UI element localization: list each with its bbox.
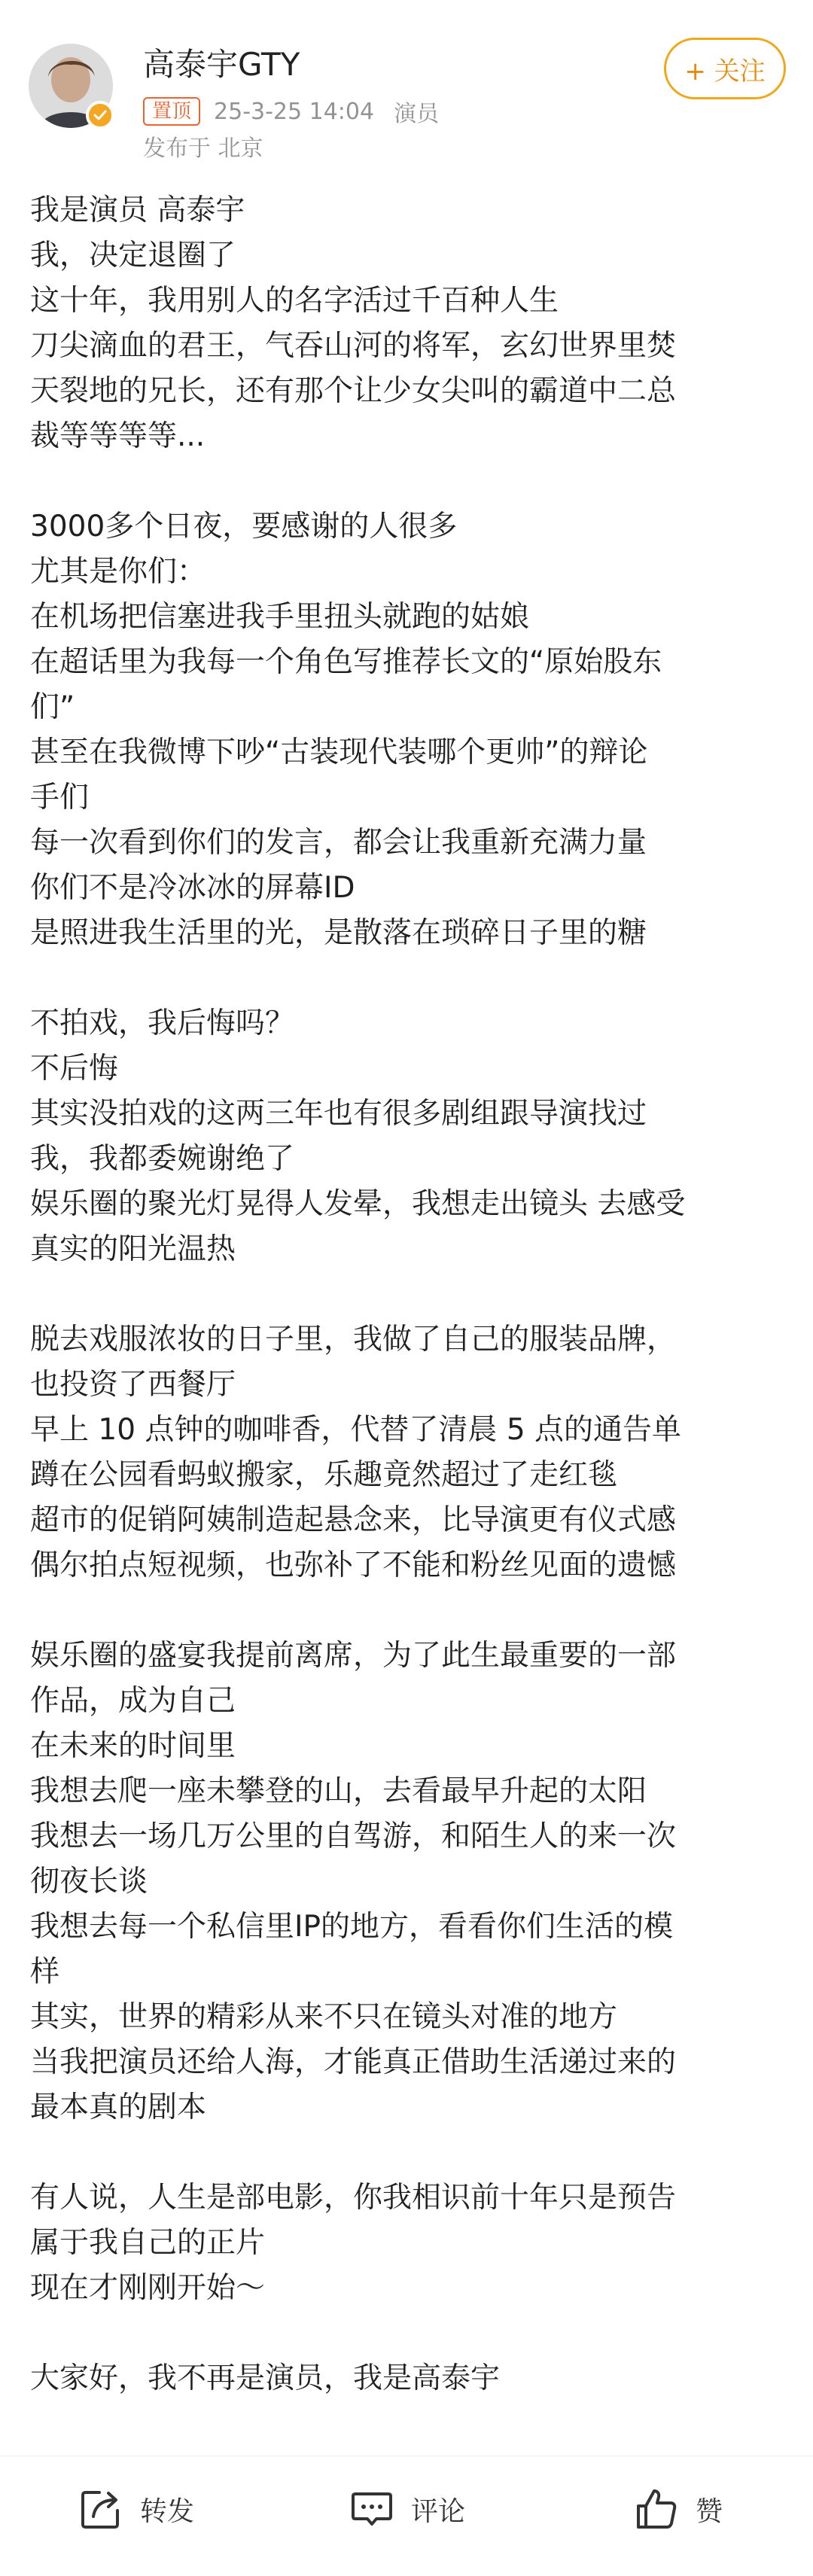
post-text-line: 在未来的时间里 [30, 1729, 236, 1763]
post-text-line: 真实的阳光温热 [30, 1232, 236, 1266]
post-text-line: 们” [30, 690, 75, 724]
post-text-line: 我是演员 高泰宇 [30, 193, 245, 227]
post-text-line: 在机场把信塞进我手里扭头就跑的姑娘 [30, 600, 530, 634]
like-button[interactable] [542, 2456, 813, 2562]
post-text-line: 娱乐圈的聚光灯晃得人发晕，我想走出镜头 去感受 [30, 1187, 686, 1221]
post-location: 发布于 北京 [143, 135, 263, 162]
post-text-line: 是照进我生活里的光，是散落在琐碎日子里的糖 [30, 916, 647, 950]
like-label: 赞 [695, 2495, 723, 2527]
post-text-line: 娱乐圈的盛宴我提前离席，为了此生最重要的一部 [30, 1639, 677, 1673]
user-role: 演员 [394, 101, 440, 127]
post-text-line: 属于我自己的正片 [30, 2226, 266, 2260]
pinned-badge: 置顶 [143, 97, 200, 126]
post-text-line: 有人说，人生是部电影，你我相识前十年只是预告 [30, 2181, 677, 2215]
post-text-line: 不后悔 [30, 1052, 119, 1086]
post-text-line: 在超话里为我每一个角色写推荐长文的“原始股东 [30, 645, 662, 679]
post-meta [143, 95, 458, 128]
repost-icon [77, 2485, 125, 2533]
post-text-line: 我想去爬一座未攀登的山，去看最早升起的太阳 [30, 1774, 647, 1808]
post-text-line: 作品，成为自己 [30, 1684, 236, 1718]
comment-button[interactable] [271, 2456, 542, 2562]
post-timestamp: 25-3-25 14:04 [214, 98, 375, 125]
action-bar [0, 2456, 813, 2576]
post-text-line: 不拍戏，我后悔吗？ [30, 1006, 295, 1040]
post-text-line: 天裂地的兄长，还有那个让少女尖叫的霸道中二总 [30, 374, 677, 408]
blank-line [30, 2130, 783, 2176]
post-text-line: 现在才刚刚开始～ [30, 2271, 266, 2305]
blank-line [30, 1588, 783, 1634]
repost-label: 转发 [139, 2495, 194, 2527]
comment-label: 评论 [410, 2495, 465, 2527]
post-text-line: 每一次看到你们的发言，都会让我重新充满力量 [30, 826, 647, 860]
post-text-line: 彻夜长谈 [30, 1865, 148, 1899]
post-text-line: 蹲在公园看蚂蚁搬家，乐趣竟然超过了走红毯 [30, 1458, 618, 1492]
post-text-line: 当我把演员还给人海，才能真正借助生活递过来的 [30, 2045, 677, 2079]
post-text-line: 我想去每一个私信里IP的地方，看看你们生活的模 [30, 1910, 674, 1944]
post-text-line: 偶尔拍点短视频，也弥补了不能和粉丝见面的遗憾 [30, 1548, 677, 1582]
post-text-line: 这十年，我用别人的名字活过千百种人生 [30, 284, 559, 318]
username[interactable]: 高泰宇GTY [143, 46, 300, 83]
blank-line [30, 956, 783, 1001]
post-text-line: 脱去戏服浓妆的日子里，我做了自己的服装品牌， [30, 1323, 677, 1357]
post-header [0, 0, 813, 173]
post-text-line: 也投资了西餐厅 [30, 1368, 236, 1402]
post-text-line: 超市的促销阿姨制造起悬念来，比导演更有仪式感 [30, 1503, 677, 1537]
post-text-line: 最本真的剧本 [30, 2090, 207, 2124]
post-text-line: 其实没拍戏的这两三年也有很多剧组跟导演找过 [30, 1097, 647, 1131]
post-text-line: 其实，世界的精彩从来不只在镜头对准的地方 [30, 2000, 618, 2034]
blank-line [30, 2311, 783, 2356]
post-text-line: 我，决定退圈了 [30, 239, 236, 273]
post-text-line: 手们 [30, 781, 90, 815]
post-text-line: 大家好，我不再是演员，我是高泰宇 [30, 2361, 501, 2395]
follow-button[interactable]: + 关注 [664, 38, 786, 99]
post-text-line: 3000多个日夜，要感谢的人很多 [30, 510, 458, 544]
post-text-line: 甚至在我微博下吵“古装现代装哪个更帅”的辩论 [30, 735, 648, 769]
verified-badge-icon [86, 101, 114, 129]
like-icon [632, 2485, 681, 2533]
post-text-line: 尤其是你们： [30, 555, 207, 589]
repost-button[interactable] [0, 2456, 271, 2562]
post-text-line: 刀尖滴血的君王，气吞山河的将军，玄幻世界里焚 [30, 329, 677, 363]
blank-line [30, 1272, 783, 1317]
post-text-line: 裁等等等等... [30, 419, 206, 453]
post-text-line: 你们不是冷冰冰的屏幕ID [30, 871, 355, 905]
post-text-line: 我，我都委婉谢绝了 [30, 1142, 295, 1176]
post-content [30, 188, 783, 2401]
post-text-line: 早上 10 点钟的咖啡香，代替了清晨 5 点的通告单 [30, 1413, 682, 1447]
post-text-line: 我想去一场几万公里的自驾游，和陌生人的来一次 [30, 1819, 677, 1853]
blank-line [30, 459, 783, 504]
comment-icon [348, 2485, 396, 2533]
post-text-line: 样 [30, 1955, 60, 1989]
